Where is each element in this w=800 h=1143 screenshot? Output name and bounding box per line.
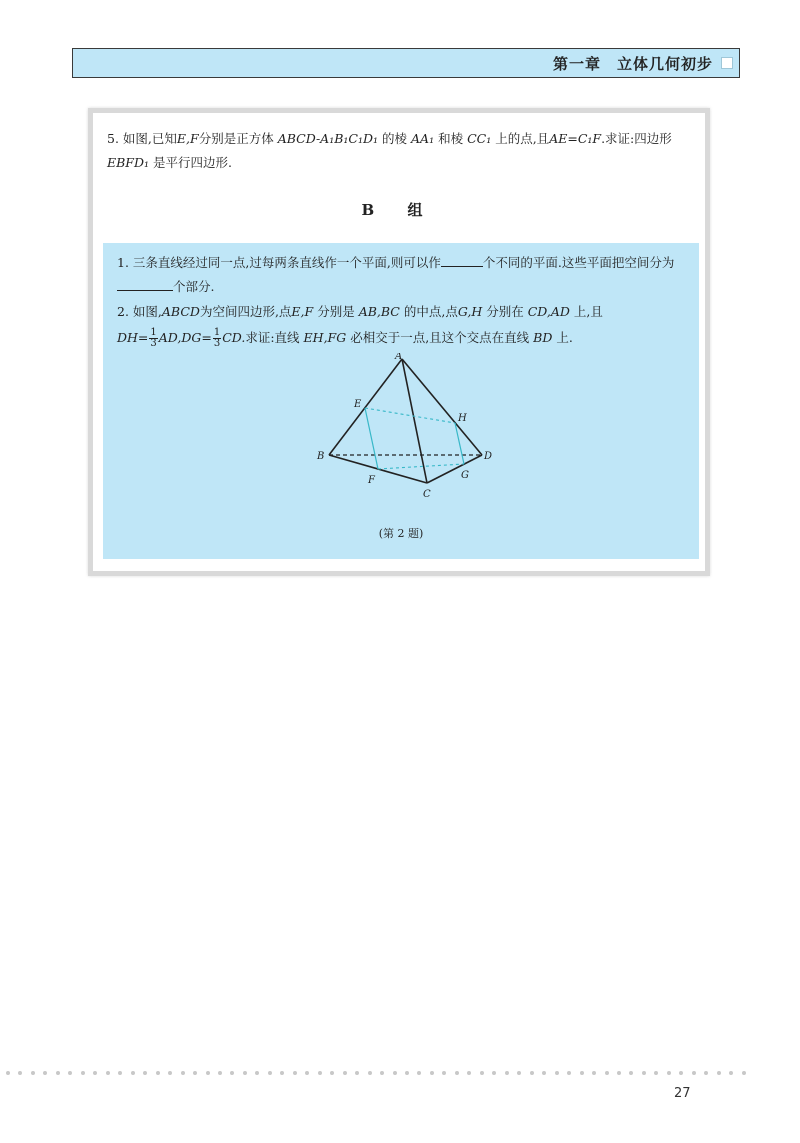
footer-dot: [654, 1071, 658, 1075]
label-a: A: [395, 353, 403, 362]
tetrahedron-figure: [315, 353, 495, 513]
footer-dot: [218, 1071, 222, 1075]
footer-dot: [442, 1071, 446, 1075]
label-b: B: [317, 451, 325, 462]
header-decor-square: [721, 57, 733, 69]
footer-dot: [156, 1071, 160, 1075]
footer-dot: [318, 1071, 322, 1075]
footer-dot: [343, 1071, 347, 1075]
footer-dot: [742, 1071, 746, 1075]
footer-dot: [106, 1071, 110, 1075]
footer-dot: [6, 1071, 10, 1075]
footer-dot: [617, 1071, 621, 1075]
fraction-one-third-b: $\frac{1}{3}$: [213, 327, 221, 349]
line-ef: [365, 408, 378, 469]
footer-dot: [31, 1071, 35, 1075]
footer-dot: [605, 1071, 609, 1075]
footer-dot: [517, 1071, 521, 1075]
label-e: E: [354, 399, 362, 410]
footer-dot: [268, 1071, 272, 1075]
figure-caption: (第 2 题): [378, 527, 424, 540]
footer-dot: [629, 1071, 633, 1075]
footer-dot: [417, 1071, 421, 1075]
group-b-panel: [103, 243, 699, 559]
footer-dot: [505, 1071, 509, 1075]
footer-dot: [206, 1071, 210, 1075]
footer-dot: [305, 1071, 309, 1075]
footer-dot: [255, 1071, 259, 1075]
label-h: H: [458, 413, 467, 424]
answer-blank-1[interactable]: [441, 255, 483, 267]
footer-dot: [81, 1071, 85, 1075]
exercise-a5: 5. 如图,已知E,F分别是正方体 ABCD-A₁B₁C₁D₁ 的棱 AA₁ 和棱 CC₁ 上的点,且AE=C₁F.求证:四边形 EBFD₁ 是平行四边形.: [107, 131, 672, 170]
footer-dot: [56, 1071, 60, 1075]
edge-cd: [427, 455, 482, 483]
footer-dot: [368, 1071, 372, 1075]
footer-dot: [480, 1071, 484, 1075]
footer-dot: [430, 1071, 434, 1075]
footer-dot: [181, 1071, 185, 1075]
footer-dot: [729, 1071, 733, 1075]
label-g: G: [461, 470, 469, 481]
fraction-one-third-a: $\frac{1}{3}$: [150, 327, 157, 349]
footer-dot: [143, 1071, 147, 1075]
footer-dot: [93, 1071, 97, 1075]
footer-dot: [393, 1071, 397, 1075]
chapter-header: [72, 48, 740, 78]
footer-dot: [168, 1071, 172, 1075]
footer-dot: [43, 1071, 47, 1075]
footer-dot: [679, 1071, 683, 1075]
line-eh-dashed: [365, 408, 455, 423]
footer-dot: [193, 1071, 197, 1075]
footer-dot: [330, 1071, 334, 1075]
footer-dot: [542, 1071, 546, 1075]
chapter-title: 第一章 立体几何初步: [552, 54, 713, 73]
footer-dot: [530, 1071, 534, 1075]
footer-dot: [243, 1071, 247, 1075]
footer-dot: [280, 1071, 284, 1075]
label-d: D: [484, 451, 493, 462]
footer-dot: [717, 1071, 721, 1075]
answer-blank-2[interactable]: [117, 279, 173, 291]
exercise-card: [88, 108, 710, 576]
edge-ab: [329, 359, 402, 455]
footer-dot: [68, 1071, 72, 1075]
exercise-b2: 2. 如图,ABCD为空间四边形,点E,F 分别是 AB,BC 的中点,点G,H 分别在 CD,AD 上,且 DH= $\frac{1}{3}$ AD,DG= $\frac{1}{3}$ CD.求证:直线 EH,FG 必相交于一点,且这个交点在直线 BD 上.: [117, 304, 603, 349]
edge-ac: [402, 359, 427, 483]
footer-dot: [355, 1071, 359, 1075]
line-fg-dashed: [378, 464, 464, 469]
footer-dot: [555, 1071, 559, 1075]
footer-dot: [293, 1071, 297, 1075]
footer-dot: [380, 1071, 384, 1075]
label-f: F: [368, 475, 375, 486]
footer-dot: [467, 1071, 471, 1075]
footer-dot-divider: [6, 1071, 746, 1079]
footer-dot: [492, 1071, 496, 1075]
footer-dot: [405, 1071, 409, 1075]
footer-dot: [455, 1071, 459, 1075]
footer-dot: [118, 1071, 122, 1075]
footer-dot: [131, 1071, 135, 1075]
footer-dot: [567, 1071, 571, 1075]
group-b-title: B 组: [361, 201, 437, 219]
footer-dot: [667, 1071, 671, 1075]
footer-dot: [18, 1071, 22, 1075]
footer-dot: [592, 1071, 596, 1075]
edge-ad: [402, 359, 482, 455]
footer-dot: [704, 1071, 708, 1075]
page-number: 27: [674, 1086, 691, 1101]
footer-dot: [692, 1071, 696, 1075]
footer-dot: [580, 1071, 584, 1075]
footer-dot: [642, 1071, 646, 1075]
exercise-b1: 1. 三条直线经过同一点,过每两条直线作一个平面,则可以作 个不同的平面.这些平面把空间分为个部分.: [117, 255, 675, 294]
footer-dot: [230, 1071, 234, 1075]
label-c: C: [423, 489, 431, 500]
